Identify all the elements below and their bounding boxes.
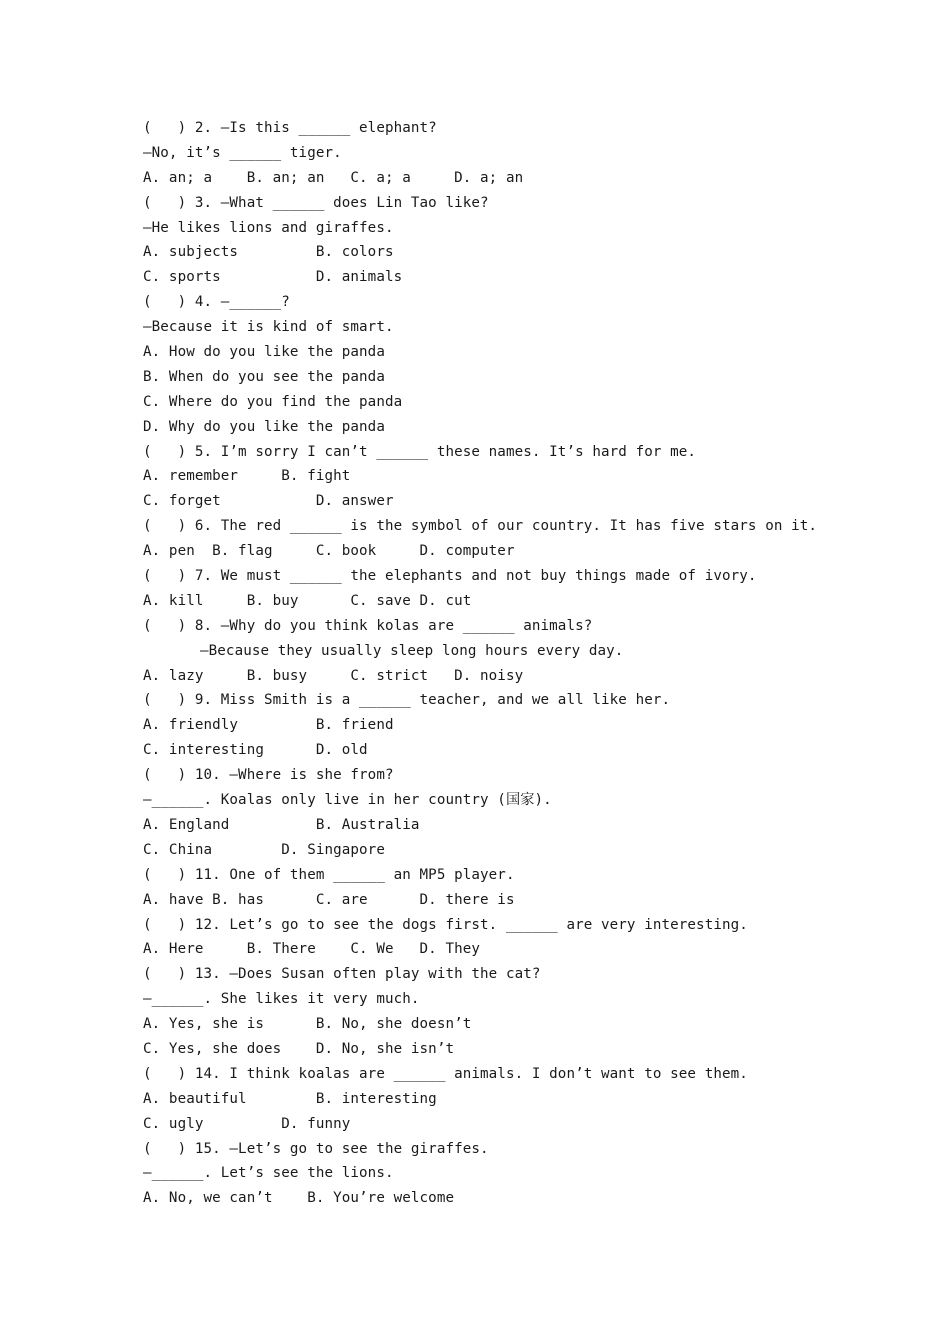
- q4-option-d: D. Why do you like the panda: [143, 418, 385, 435]
- q2-response: —No, it’s ______ tiger.: [143, 144, 342, 161]
- q4-option-c: C. Where do you find the panda: [143, 393, 403, 410]
- q13-options-ab: A. Yes, she is B. No, she doesn’t: [143, 1016, 472, 1033]
- q12-options: A. Here B. There C. We D. They: [143, 941, 481, 958]
- q3-stem: ( ) 3. —What ______ does Lin Tao like?: [143, 194, 489, 211]
- q13-options-cd: C. Yes, she does D. No, she isn’t: [143, 1040, 455, 1057]
- q9-options-cd: C. interesting D. old: [143, 742, 368, 759]
- q13-response: —______. She likes it very much.: [143, 991, 420, 1008]
- q14-options-ab: A. beautiful B. interesting: [143, 1090, 437, 1107]
- q10-options-cd: C. China D. Singapore: [143, 841, 385, 858]
- q11-stem: ( ) 11. One of them ______ an MP5 player.: [143, 866, 515, 883]
- q9-options-ab: A. friendly B. friend: [143, 717, 394, 734]
- q10-options-ab: A. England B. Australia: [143, 816, 420, 833]
- q5-options-ab: A. remember B. fight: [143, 468, 351, 485]
- q8-response: —Because they usually sleep long hours every day.: [200, 642, 624, 659]
- q15-stem: ( ) 15. —Let’s go to see the giraffes.: [143, 1140, 489, 1157]
- q10-response: —______. Koalas only live in her country (国家).: [143, 792, 552, 809]
- q8-options: A. lazy B. busy C. strict D. noisy: [143, 667, 524, 684]
- q5-options-cd: C. forget D. answer: [143, 493, 394, 510]
- q14-options-cd: C. ugly D. funny: [143, 1115, 351, 1132]
- q7-options: A. kill B. buy C. save D. cut: [143, 592, 472, 609]
- q3-response: —He likes lions and giraffes.: [143, 219, 394, 236]
- q2-stem: ( ) 2. —Is this ______ elephant?: [143, 120, 437, 136]
- q12-stem: ( ) 12. Let’s go to see the dogs first. ______ are very interesting.: [143, 916, 748, 933]
- q11-options: A. have B. has C. are D. there is: [143, 891, 515, 908]
- q4-option-b: B. When do you see the panda: [143, 368, 385, 385]
- q5-stem: ( ) 5. I’m sorry I can’t ______ these names. It’s hard for me.: [143, 443, 697, 460]
- q4-stem: ( ) 4. —______?: [143, 294, 290, 311]
- q13-stem: ( ) 13. —Does Susan often play with the cat?: [143, 966, 541, 983]
- q10-stem: ( ) 10. —Where is she from?: [143, 767, 394, 784]
- q9-stem: ( ) 9. Miss Smith is a ______ teacher, and we all like her.: [143, 692, 671, 709]
- q2-options: A. an; a B. an; an C. a; a D. a; an: [143, 169, 524, 186]
- q4-option-a: A. How do you like the panda: [143, 344, 385, 361]
- q15-response: —______. Let’s see the lions.: [143, 1165, 394, 1182]
- q15-options-ab: A. No, we can’t B. You’re welcome: [143, 1190, 455, 1207]
- q14-stem: ( ) 14. I think koalas are ______ animals. I don’t want to see them.: [143, 1065, 748, 1082]
- q7-stem: ( ) 7. We must ______ the elephants and not buy things made of ivory.: [143, 568, 757, 585]
- q3-options-ab: A. subjects B. colors: [143, 244, 394, 261]
- q3-options-cd: C. sports D. animals: [143, 269, 403, 286]
- q8-stem: ( ) 8. —Why do you think kolas are ______ animals?: [143, 617, 593, 634]
- worksheet-body: [143, 116, 863, 1211]
- q4-response: —Because it is kind of smart.: [143, 319, 394, 336]
- q6-stem: ( ) 6. The red ______ is the symbol of our country. It has five stars on it.: [143, 518, 818, 535]
- q6-options: A. pen B. flag C. book D. computer: [143, 543, 515, 560]
